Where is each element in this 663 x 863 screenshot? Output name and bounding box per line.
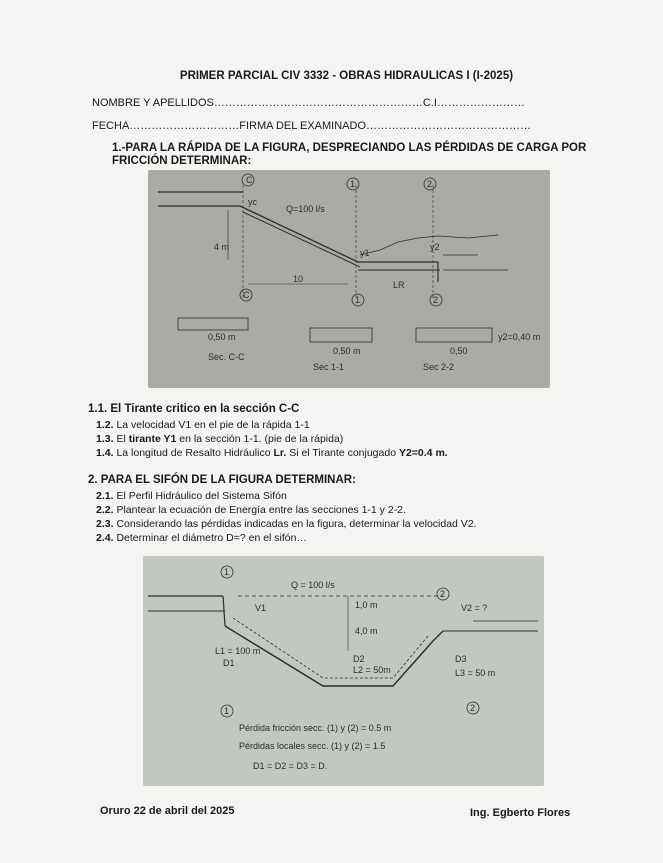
footer-signature: Ing. Egberto Flores xyxy=(470,807,571,819)
item-2-4: 2.4. Determinar el diámetro D=? en el sifón… xyxy=(96,532,307,544)
fig2-label-d1: D1 xyxy=(223,658,235,668)
fig2-label-l1: L1 = 100 m xyxy=(215,646,261,656)
fig1-label-sec1-bot: 1 xyxy=(355,295,361,305)
fig1-label-width-2: 0,50 xyxy=(450,346,468,356)
fig1-label-y1: y1 xyxy=(360,248,370,258)
fig1-caption-c: Sec. C-C xyxy=(208,352,245,362)
fig2-label-sec2-top: 2 xyxy=(440,589,446,599)
fig2-note-local: Pérdidas locales secc. (1) y (2) = 1.5 xyxy=(239,741,386,751)
fig2-label-d2: D2 xyxy=(353,654,365,664)
fig1-label-sec2-top: 2 xyxy=(427,179,433,189)
item-1-2: 1.2. La velocidad V1 en el pie de la rápida 1-1 xyxy=(96,419,310,431)
question2-heading: 2. PARA EL SIFÓN DE LA FIGURA DETERMINAR: xyxy=(88,474,356,486)
fig2-label-sec1-top: 1 xyxy=(224,567,230,577)
question1-heading-1: 1.-PARA LA RÁPIDA DE LA FIGURA, DESPRECIANDO LAS PÉRDIDAS DE CARGA POR xyxy=(112,142,587,154)
fig2-label-l3: L3 = 50 m xyxy=(455,668,496,678)
fig2-label-sec2-bot: 2 xyxy=(470,703,476,713)
item-1-3: 1.3. El tirante Y1 en la sección 1-1. (pie de la rápida) xyxy=(96,433,344,445)
siphon-figure xyxy=(143,556,544,786)
fig2-note-friction: Pérdida fricción secc. (1) y (2) = 0.5 m xyxy=(239,723,392,733)
fig2-label-sec1-bot: 1 xyxy=(224,706,230,716)
fig2-label-l2: L2 = 50m xyxy=(353,665,391,675)
fig2-note-diameters: D1 = D2 = D3 = D. xyxy=(253,761,328,771)
fig2-label-h4: 4,0 m xyxy=(355,626,378,636)
exam-title: PRIMER PARCIAL CIV 3332 - OBRAS HIDRAULICAS I (I-2025) xyxy=(179,70,514,82)
fig1-caption-1: Sec 1-1 xyxy=(313,362,345,372)
fig1-label-height: 4 m xyxy=(214,242,230,252)
item-1-4: 1.4. La longitud de Resalto Hidráulico Lr. Si el Tirante conjugado Y2=0.4 m. xyxy=(96,447,448,459)
fig1-label-yc: yc xyxy=(248,197,257,207)
fig1-label-length: 10 xyxy=(293,274,304,284)
item-2-3: 2.3. Considerando las pérdidas indicadas en la figura, determinar la velocidad V2. xyxy=(96,518,477,530)
fig2-label-d3: D3 xyxy=(455,654,467,664)
fig2-label-v2: V2 = ? xyxy=(461,603,488,613)
fig1-label-sec-c-top: C xyxy=(246,175,253,185)
fig1-label-width-c: 0,50 m xyxy=(208,332,236,342)
fig1-label-y2: y2 xyxy=(430,242,440,252)
fig2-label-q: Q = 100 l/s xyxy=(291,580,335,590)
fig1-label-sec-c-bot: C xyxy=(243,290,250,300)
fig1-label-sec2-bot: 2 xyxy=(433,295,439,305)
question1-heading-2: FRICCIÓN DETERMINAR: xyxy=(112,155,252,167)
item-1-1: 1.1. El Tirante critico en la sección C-C xyxy=(88,403,300,415)
fig1-label-q: Q=100 l/s xyxy=(286,204,325,214)
rapid-figure xyxy=(148,170,550,388)
item-2-1: 2.1. El Perfil Hidráulico del Sistema Sifón xyxy=(96,490,287,502)
footer-place-date: Oruro 22 de abril del 2025 xyxy=(100,805,235,817)
fig2-label-h1: 1,0 m xyxy=(355,600,378,610)
fig1-label-width-1: 0,50 m xyxy=(333,346,361,356)
item-2-2: 2.2. Plantear la ecuación de Energía entre las secciones 1-1 y 2-2. xyxy=(96,504,406,516)
fig1-label-sec1-top: 1 xyxy=(350,179,356,189)
fig1-caption-2: Sec 2-2 xyxy=(423,362,455,372)
fig1-label-lr: LR xyxy=(393,280,405,290)
name-line: NOMBRE Y APELLIDOS…………………………………………………C.I…………………… xyxy=(92,97,525,109)
fig2-label-v1: V1 xyxy=(255,603,267,613)
fig1-label-y2-value: y2=0,40 m xyxy=(498,332,541,342)
date-line: FECHA…………………………FIRMA DEL EXAMINADO……………………………………… xyxy=(92,120,532,132)
